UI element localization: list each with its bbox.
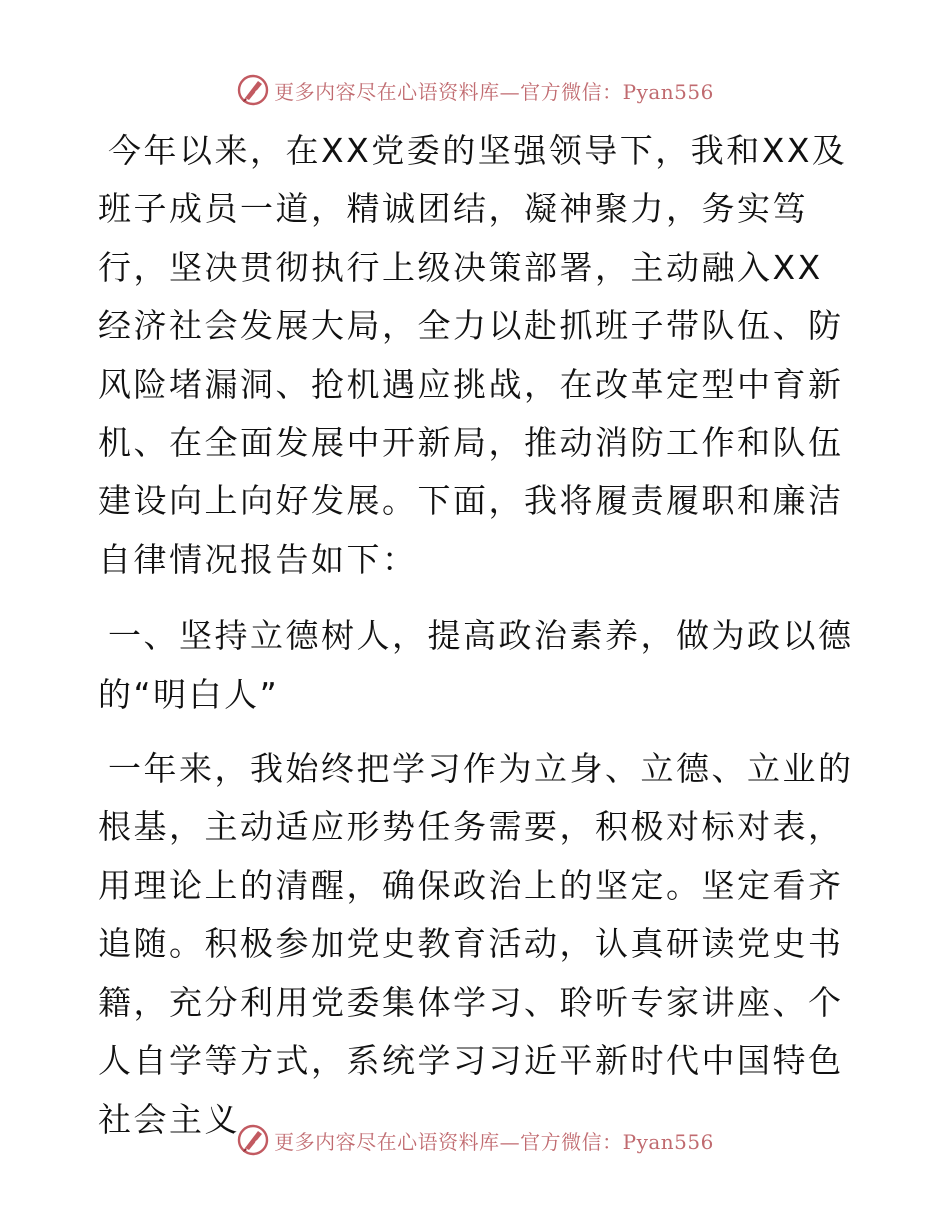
paragraph-intro: 今年以来，在XX党委的坚强领导下，我和XX及班子成员一道，精诚团结，凝神聚力，务实笃行，坚决贯彻执行上级决策部署，主动融入XX经济社会发展大局，全力以赴抓班子带队伍、防风险堵漏洞、抢机遇应挑战，在改革定型中育新机、在全面发展中开新局，推动消防工作和队伍建设向上向好发展。下面，我将履责履职和廉洁自律情况报告如下： bbox=[98, 131, 848, 579]
quill-pen-logo-icon bbox=[236, 73, 270, 107]
paragraph-section-1: 一年来，我始终把学习作为立身、立德、立业的根基，主动适应形势任务需要，积极对标对表，用理论上的清醒，确保政治上的坚定。坚定看齐追随。积极参加党史教育活动，认真研读党史书籍，充分利用党委集体学习、聆听专家讲座、个人自学等方式，系统学习习近平新时代中国特色社会主义 bbox=[98, 749, 854, 1139]
quill-pen-logo-icon bbox=[236, 1123, 270, 1157]
header-watermark bbox=[0, 72, 950, 108]
watermark-text: 更多内容尽在心语资料库—官方微信：Pyan556 bbox=[274, 79, 714, 104]
watermark-text: 更多内容尽在心语资料库—官方微信：Pyan556 bbox=[274, 1129, 714, 1154]
section-heading-1: 一、坚持立德树人，提高政治素养，做为政以德的“明白人” bbox=[98, 616, 854, 714]
footer-watermark bbox=[0, 1122, 950, 1158]
document-body bbox=[98, 122, 858, 1167]
